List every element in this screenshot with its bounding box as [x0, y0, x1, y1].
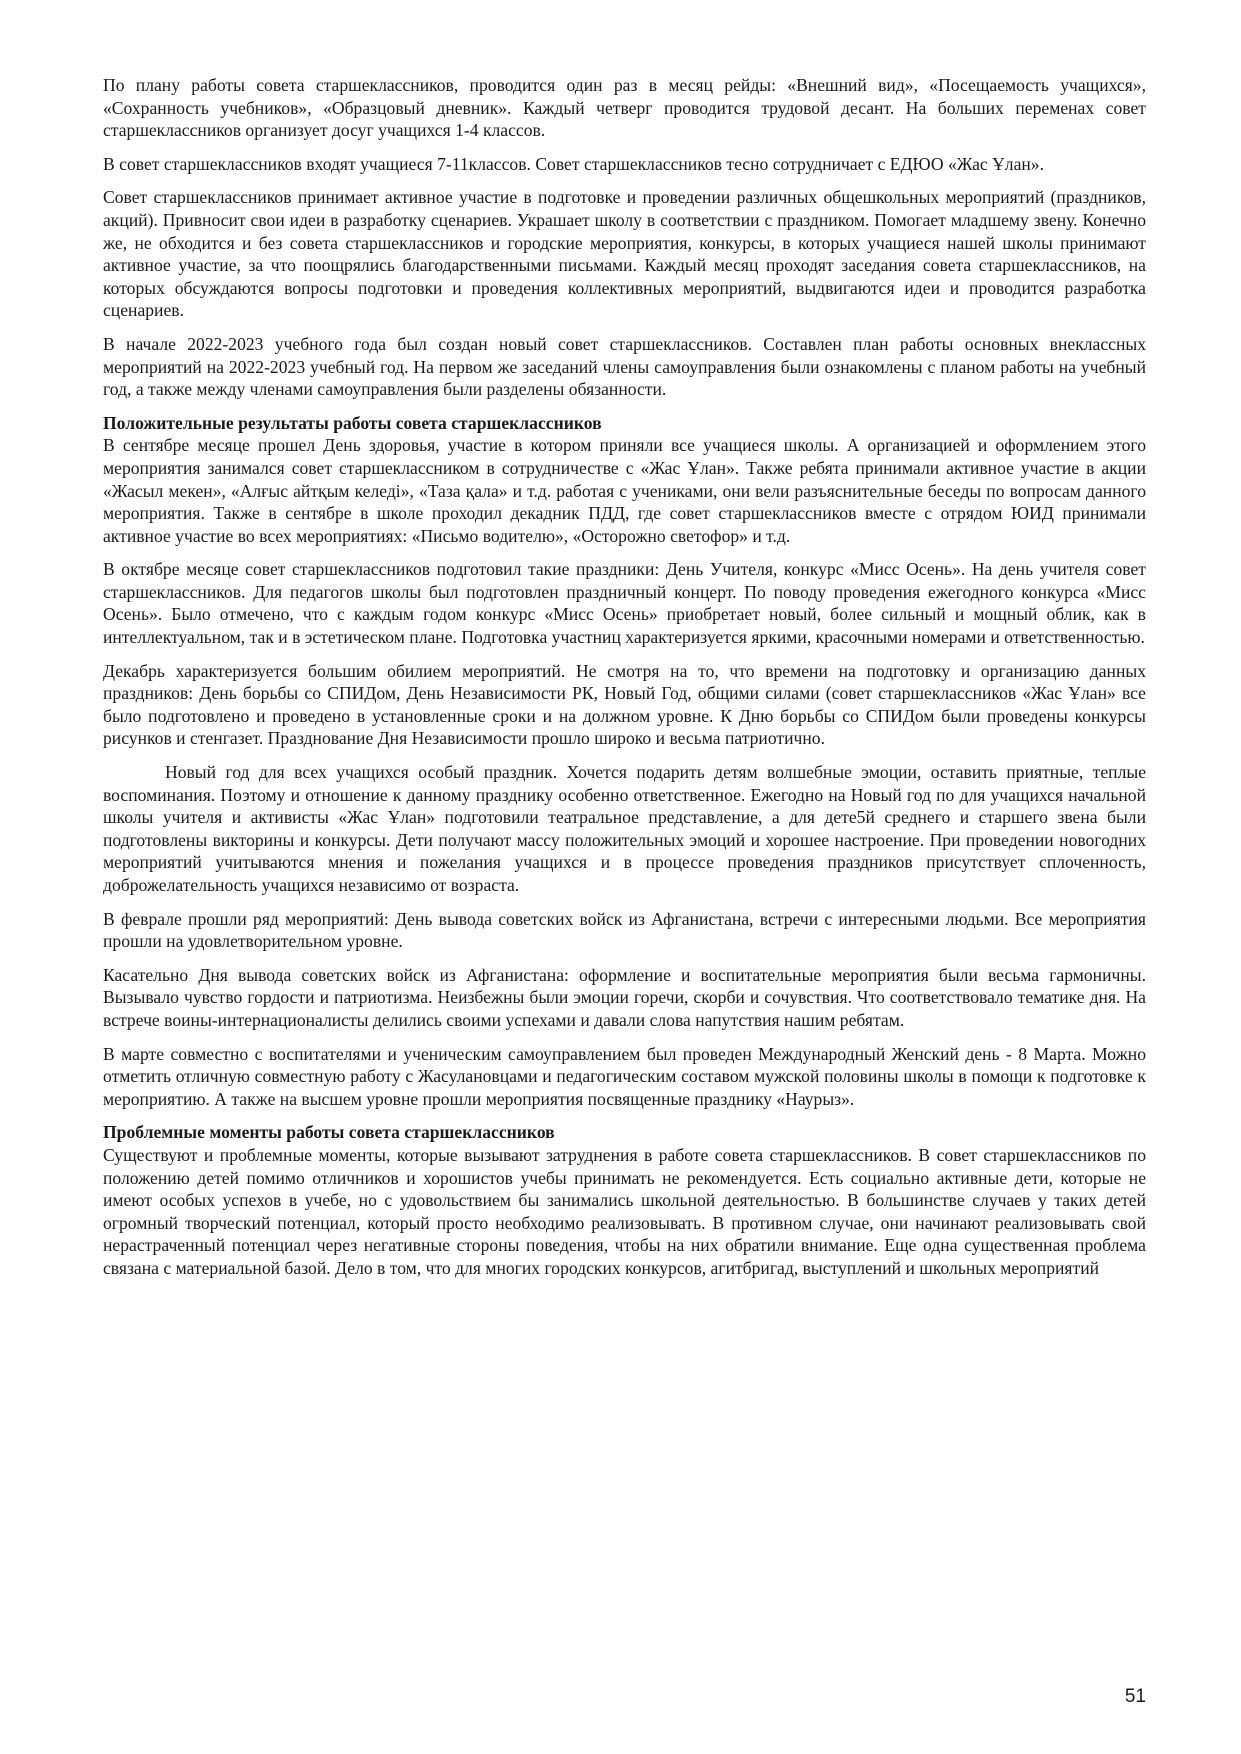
paragraph-raids: По плану работы совета старшеклассников, проводится один раз в месяц рейды: «Внешний вид», «Посещаемость учащихся», «Сохранность учебников», «Образцовый дневник». Каждый четверг проводится трудовой десант. На больших переменах совет старшеклассников организует досуг учащихся 1-4 классов.: [103, 75, 1146, 141]
paragraph-new-year: Новый год для всех учащихся особый праздник. Хочется подарить детям волшебные эмоции, оставить приятные, теплые воспоминания. Поэтому и отношение к данному празднику особенно ответственное. Ежегодно на Новый год по для учащихся начальной школы учителя и активисты «Жас Ұлан» подготовили театральное представление, а для дете5й среднего и старшего звена были подготовлены викторины и конкурсы. Дети получают массу положительных эмоций и хорошее настроение. При проведении новогодних мероприятий учитываются мнения и пожелания учащихся и в процессе проведения праздников присутствует сплоченность, доброжелательность учащихся независимо от возраста.: [103, 762, 1146, 895]
paragraph-february: В феврале прошли ряд мероприятий: День вывода советских войск из Афганистана, встречи с интересными людьми. Все мероприятия прошли на удовлетворительном уровне.: [103, 908, 1146, 952]
document-body: [103, 74, 1146, 1291]
page-number: 51: [1124, 1686, 1146, 1707]
paragraph-march: В марте совместно с воспитателями и ученическим самоуправлением был проведен Международный Женский день - 8 Марта. Можно отметить отличную совместную работу с Жасулановцами и педагогическим составом мужской половины школы в помощи к подготовке к мероприятию. А также на высшем уровне прошли мероприятия посвященные празднику «Наурыз».: [103, 1043, 1146, 1109]
paragraph-afghanistan: Касательно Дня вывода советских войск из Афганистана: оформление и воспитательные мероприятия были весьма гармоничны. Вызывало чувство гордости и патриотизма. Неизбежны были эмоции горечи, скорби и сочувствия. Что соответствовало тематике дня. На встрече воины-интернационалисты делились своими успехами и давали слова напутствия нашим ребятам.: [103, 964, 1146, 1030]
paragraph-december: Декабрь характеризуется большим обилием мероприятий. Не смотря на то, что времени на подготовку и организацию данных праздников: День борьбы со СПИДом, День Независимости РК, Новый Год, общими силами (совет старшеклассников «Жас Ұлан» все было подготовлено и проведено в установленные сроки и на должном уровне. К Дню борьбы со СПИДом были проведены конкурсы рисунков и стенгазет. Празднование Дня Независимости прошло широко и весьма патриотично.: [103, 660, 1146, 749]
paragraph-new-council: В начале 2022-2023 учебного года был создан новый совет старшеклассников. Составлен план работы основных внеклассных мероприятий на 2022-2023 учебный год. На первом же заседаний члены самоуправления были ознакомлены с планом работы на учебный год, а также между членами самоуправления были разделены обязанности.: [103, 333, 1146, 400]
paragraph-council-members: В совет старшеклассников входят учащиеся 7-11классов. Совет старшеклассников тесно сотрудничает с ЕДЮО «Жас Ұлан».: [103, 153, 1044, 174]
heading-positive-results: Положительные результаты работы совета старшеклассников: [103, 412, 602, 433]
paragraph-problems: Существуют и проблемные моменты, которые вызывают затруднения в работе совета старшеклассников. В совет старшеклассников по положению детей помимо отличников и хорошистов учебы принимать не рекомендуется. Есть социально активные дети, которые не имеют особых успехов в учебе, но с удовольствием бы занимались школьной деятельностью. В большинстве случаев у таких детей огромный творческий потенциал, который просто необходимо реализовывать. В противном случае, они начинают реализовывать свой нерастраченный потенциал через негативные стороны поведения, чтобы на них обратили внимание. Еще одна существенная проблема связана с материальной базой. Дело в том, что для многих городских конкурсов, агитбригад, выступлений и школьных мероприятий: [103, 1144, 1146, 1278]
paragraph-october: В октябре месяце совет старшеклассников подготовил такие праздники: День Учителя, конкурс «Мисс Осень». На день учителя совет старшеклассников. Для педагогов школы был подготовлен праздничный концерт. По поводу проведения ежегодного конкурса «Мисс Осень». Было отмечено, что с каждым годом конкурс «Мисс Осень» приобретает новый, более сильный и мощный облик, как в интеллектуальном, так и в эстетическом плане. Подготовка участниц характеризуется яркими, красочными номерами и ответственностью.: [103, 559, 1146, 648]
paragraph-september: В сентябре месяце прошел День здоровья, участие в котором приняли все учащиеся школы. А организацией и оформлением этого мероприятия занимался совет старшеклассником в сотрудничестве с «Жас Ұлан». Также ребята принимали активное участие в акции «Жасыл мекен», «Алғыс айтқым келеді», «Таза қала» и т.д. работая с учениками, они вели разъяснительные беседы по вопросам данного мероприятия. Также в сентябре в школе проходил декадник ПДД, где совет старшеклассников вместе с отрядом ЮИД принимали активное участие во всех мероприятиях: «Письмо водителю», «Осторожно светофор» и т.д.: [103, 435, 1146, 546]
heading-problem-points: Проблемные моменты работы совета старшеклассников: [103, 1122, 555, 1143]
paragraph-council-activities: Совет старшеклассников принимает активное участие в подготовке и проведении различных общешкольных мероприятий (праздников, акций). Привносит свои идеи в разработку сценариев. Украшает школу в соответствии с праздником. Помогает младшему звену. Конечно же, не обходится и без совета старшеклассников и городские мероприятия, конкурсы, в которых учащиеся нашей школы принимают активное участие, за что поощрялись благодарственными письмами. Каждый месяц проходят заседания совета старшеклассников, на которых обсуждаются вопросы подготовки и проведения коллективных мероприятий, выдвигаются идеи и проводится разработка сценариев.: [103, 187, 1146, 321]
